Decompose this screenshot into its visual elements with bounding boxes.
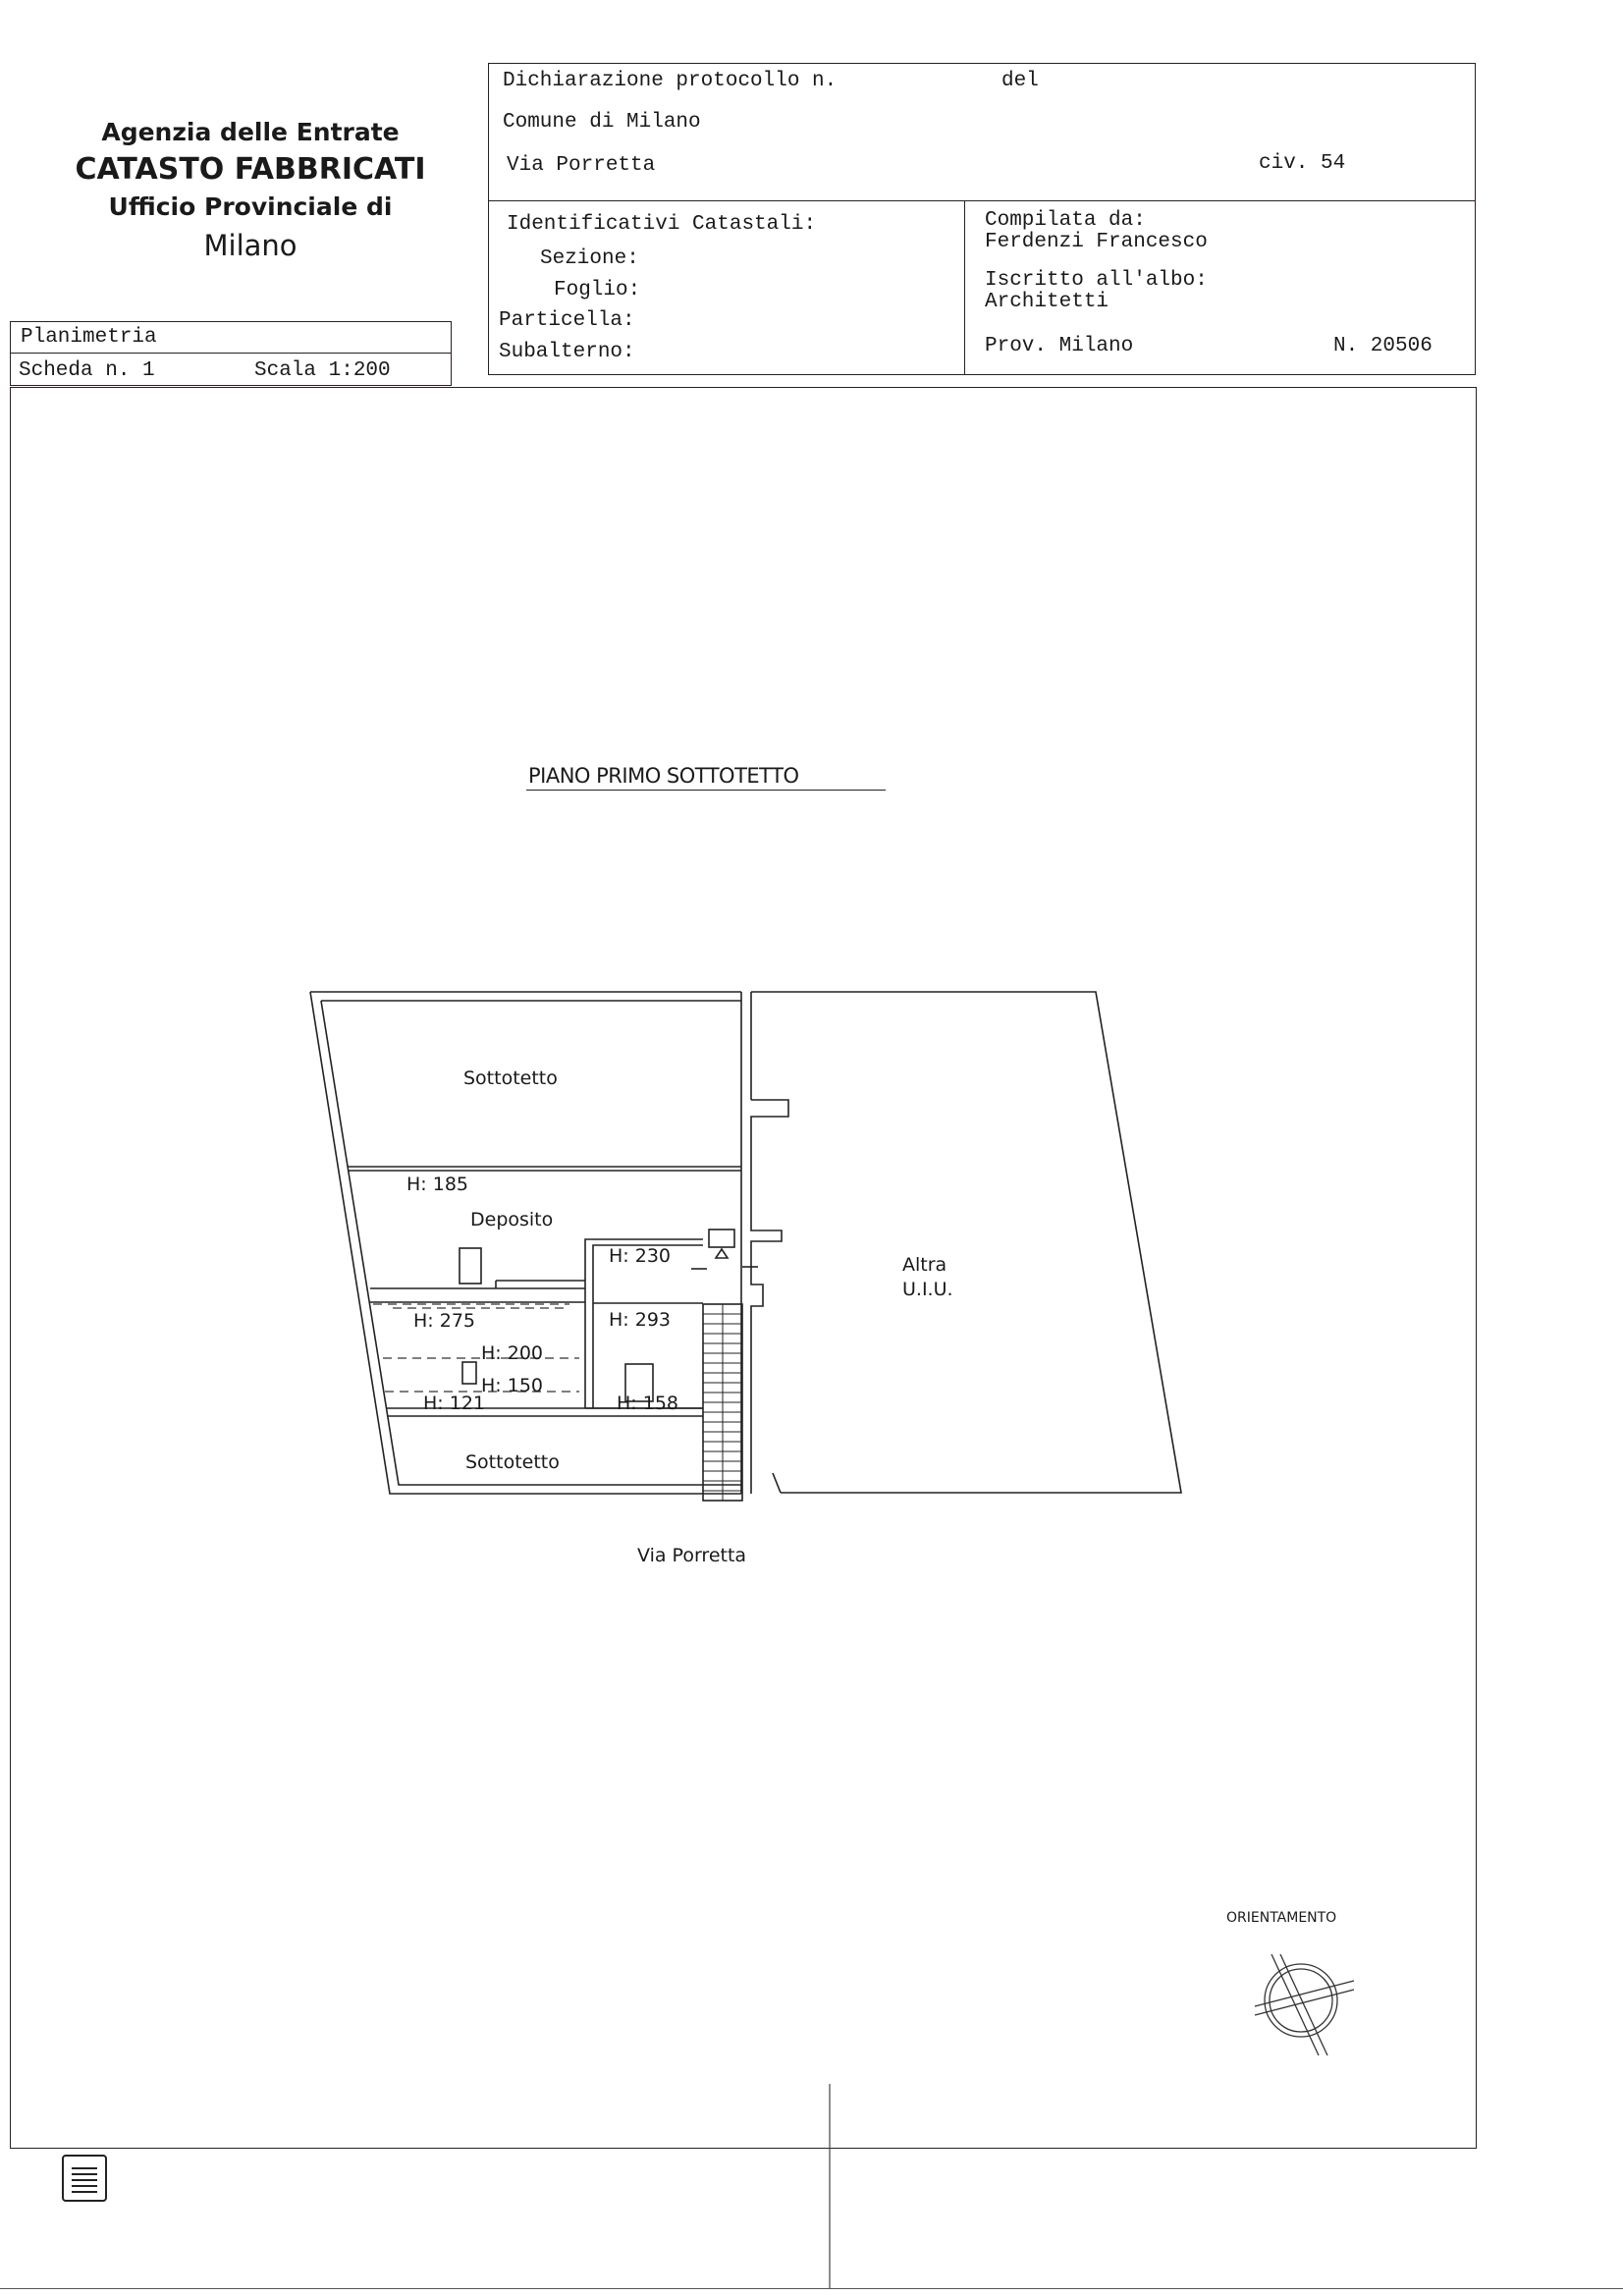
planimetria-label: Planimetria xyxy=(21,326,157,349)
height-230: H: 230 xyxy=(609,1245,671,1267)
room-sottotetto-bottom: Sottotetto xyxy=(465,1451,560,1473)
comune-label: Comune di Milano xyxy=(503,111,701,134)
room-deposito: Deposito xyxy=(470,1209,554,1230)
agency-name: Agenzia delle Entrate xyxy=(101,118,400,146)
document-icon xyxy=(62,2155,107,2202)
civico-label: civ. 54 xyxy=(1259,152,1346,175)
catasto-title: CATASTO FABBRICATI xyxy=(75,152,426,187)
scala-label: Scala 1:200 xyxy=(254,359,391,382)
city-label: Milano xyxy=(203,229,298,262)
compilata-name: Ferdenzi Francesco xyxy=(985,231,1208,253)
height-293: H: 293 xyxy=(609,1309,671,1331)
height-158: H: 158 xyxy=(617,1393,678,1414)
provincia-label: Prov. Milano xyxy=(985,335,1134,357)
page-bottom-rule xyxy=(0,2288,1623,2289)
height-150: H: 150 xyxy=(481,1375,543,1396)
height-121: H: 121 xyxy=(423,1393,485,1414)
iscritto-label: Iscritto all'albo: xyxy=(985,269,1208,292)
orientamento-label: ORIENTAMENTO xyxy=(1226,1910,1337,1926)
albo-number: N. 20506 xyxy=(1333,335,1433,357)
protocollo-label: Dichiarazione protocollo n. xyxy=(503,70,838,92)
room-altra-line2: U.I.U. xyxy=(902,1279,953,1300)
compilata-label: Compilata da: xyxy=(985,209,1146,232)
ufficio-label: Ufficio Provinciale di xyxy=(108,192,393,221)
scheda-number: Scheda n. 1 xyxy=(19,359,155,382)
sezione-label: Sezione: xyxy=(540,247,639,270)
particella-label: Particella: xyxy=(499,309,635,332)
compass-icon xyxy=(1255,1954,1354,2055)
identificativi-title: Identificativi Catastali: xyxy=(507,213,817,236)
subalterno-label: Subalterno: xyxy=(499,341,635,363)
foglio-label: Foglio: xyxy=(554,279,641,301)
right-unit-outline xyxy=(751,992,1181,1493)
drawing-title: PIANO PRIMO SOTTOTETTO xyxy=(528,764,799,788)
via-label: Via Porretta xyxy=(507,154,656,177)
room-sottotetto-top: Sottotetto xyxy=(463,1067,558,1089)
street-label: Via Porretta xyxy=(637,1545,747,1566)
albo-label: Architetti xyxy=(985,291,1109,313)
height-200: H: 200 xyxy=(481,1342,543,1364)
height-185: H: 185 xyxy=(406,1174,468,1195)
room-altra-line1: Altra xyxy=(902,1254,947,1276)
height-275: H: 275 xyxy=(413,1310,475,1332)
del-label: del xyxy=(1001,70,1039,92)
